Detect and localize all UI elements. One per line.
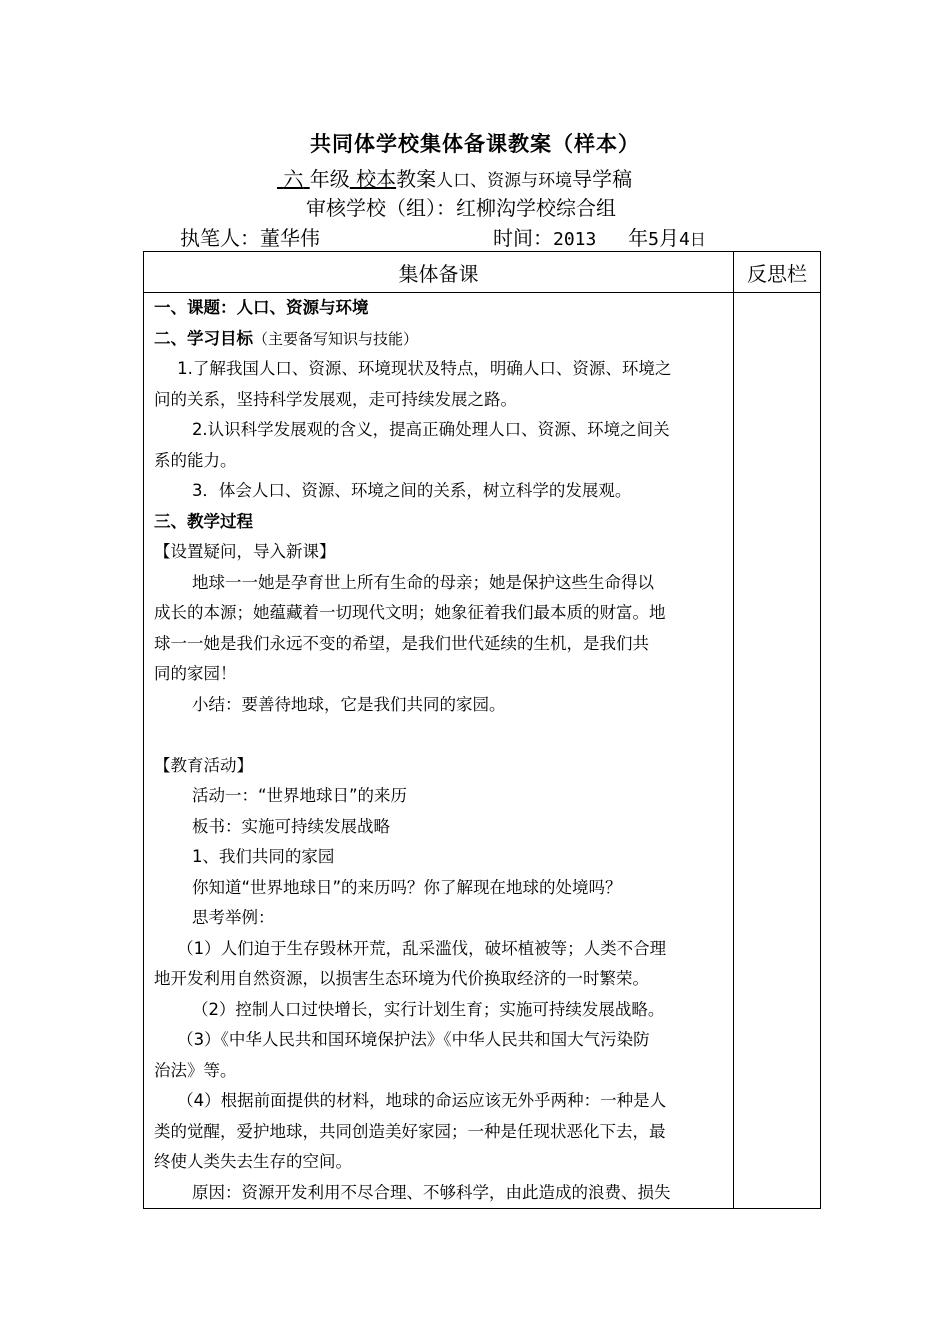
goals-heading: 二、学习目标 [154,328,253,348]
lesson-content [144,293,733,1208]
day-suffix: 日 [689,230,706,249]
question: 你知道“世界地球日”的来历吗？你了解现在地球的处境吗？ [191,877,622,897]
suffix: 导学稿 [572,167,633,191]
intro-para-line-2: 成长的本源；她蕴藏着一切现代文明；她象征着我们最本质的财富。地 [154,603,666,622]
lesson-table [143,251,821,1209]
day: 4 [679,229,690,250]
activity-1: 活动一：“世界地球日”的来历 [191,786,408,805]
examples-heading: 思考举例： [191,908,275,927]
example-3-line-2: 治法》等。 [154,1060,237,1080]
author-line [180,222,780,251]
day-label: 月 [659,226,679,250]
intro-para-line-4: 同的家园！ [154,664,237,683]
author-label: 执笔人： [180,226,260,250]
goal-1-line-1: 1.了解我国人口、资源、环境现状及特点，明确人口、资源、环境之 [177,359,672,378]
intro-para-line-1: 地球一一她是孕育世上所有生命的母亲；她是保护这些生命得以 [191,572,654,592]
spacer [154,720,723,751]
example-2: （2）控制人口过快增长，实行计划生育；实施可持续发展战略。 [191,999,665,1019]
goals-note: （主要备写知识与技能） [253,329,419,348]
example-4-line-3: 终使人类失去生存的空间。 [154,1152,352,1171]
reason: 原因：资源开发利用不尽合理、不够科学，由此造成的浪费、损失 [191,1182,671,1202]
goal-3: 3．体会人口、资源、环境之间的关系，树立科学的发展观。 [191,481,632,500]
header-main: 集体备课 [144,252,734,293]
example-4-line-2: 类的觉醒，爱护地球，共同创造美好家园；一种是任现状恶化下去，最 [154,1121,666,1141]
goal-2-line-2: 系的能力。 [154,450,237,470]
goal-1-line-2: 问的关系，坚持科学发展观，走可持续发展之路。 [154,389,517,409]
example-4-line-1: （4）根据前面提供的材料，地球的命运应该无外乎两种：一种是人 [177,1091,667,1110]
intro-heading: 【设置疑问，导入新课】 [154,542,336,561]
example-1-line-2: 地开发利用自然资源，以损害生态环境为代价换取经济的一时繁荣。 [154,969,649,988]
year: 2013 [553,229,597,250]
board-note: 板书：实施可持续发展战略 [191,816,390,836]
document-title: 共同体学校集体备课教案（样本） [310,132,640,156]
author-value: 董华伟 [260,226,320,250]
type-label: 教案 [396,167,437,191]
review-value: 红柳沟学校综合组 [456,196,616,220]
summary: 小结：要善待地球，它是我们共同的家园。 [191,694,506,714]
home-heading: 1、我们共同的家园 [191,847,335,866]
review-label: 审核学校（组）： [306,196,456,220]
lesson-content-cell [144,293,734,1209]
goal-2-line-1: 2.认识科学发展观的含义，提高正确处理人口、资源、环境之间关 [191,420,670,439]
reflect-cell[interactable] [734,293,821,1209]
section-process: 三、教学过程 [154,511,253,531]
time-label: 时间： [493,226,553,250]
type-value: 校本 [356,167,397,191]
month: 5 [648,229,659,250]
date [493,222,706,251]
example-3-line-1: （3）《中华人民共和国环境保护法》《中华人民共和国大气污染防 [177,1030,650,1049]
grade-line [277,163,632,192]
month-label: 年 [628,226,649,250]
grade-label: 年级 [309,167,350,191]
activity-heading: 【教育活动】 [154,755,253,775]
grade-value: 六 [283,167,304,191]
section-goals [154,324,723,355]
topic: 人口、资源与环境 [436,171,573,191]
example-1-line-1: （1）人们迫于生存毁林开荒，乱采滥伐，破坏植被等；人类不合理 [177,938,667,958]
review-line [306,192,616,221]
section-topic: 一、课题：人口、资源与环境 [154,298,369,317]
intro-para-line-3: 球一一她是我们永远不变的希望，是我们世代延续的生机，是我们共 [154,633,649,653]
header-reflect: 反思栏 [734,252,821,293]
